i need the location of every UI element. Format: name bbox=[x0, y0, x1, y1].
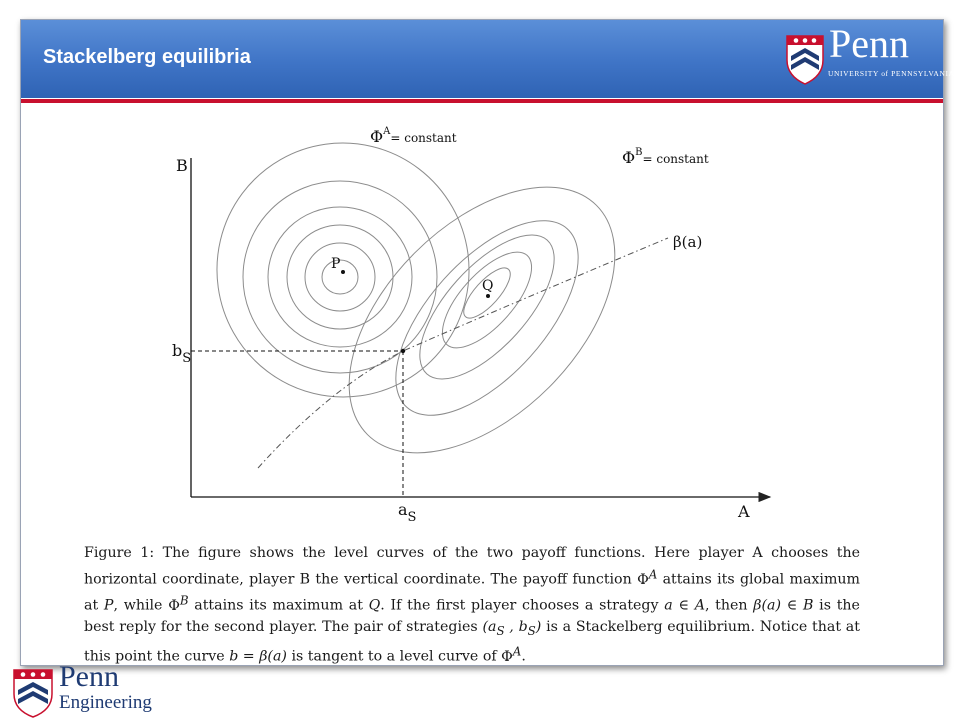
phi-b-level-curves bbox=[300, 138, 663, 501]
caption-phi-end: $\Phi^A$ bbox=[501, 644, 522, 666]
as-tick-label: $a_S$ bbox=[398, 500, 417, 525]
slide-title: Stackelberg equilibria bbox=[43, 46, 251, 68]
caption-text-7: is the best reply for the second player. The pair of strategies bbox=[84, 598, 860, 635]
phi-a-label: $\Phi^A_{= constant}$ bbox=[370, 126, 457, 146]
caption-text-6: , then bbox=[704, 598, 748, 615]
phi-b-curve-5 bbox=[300, 138, 663, 501]
penn-logo-word: Penn bbox=[829, 21, 909, 66]
y-axis-label: B bbox=[176, 156, 188, 175]
caption-text-3: , while bbox=[113, 598, 163, 615]
caption-math-1: a ∈ A bbox=[664, 598, 705, 615]
phi-a-curve-3 bbox=[287, 225, 393, 329]
caption-phi-a: $\Phi^A$ bbox=[637, 566, 658, 588]
caption-phi-b: $\Phi^B$ bbox=[168, 593, 189, 615]
penn-logo-subtitle: UNIVERSITY of PENNSYLVANIA bbox=[828, 69, 955, 78]
caption-p: P bbox=[103, 598, 114, 615]
point-p bbox=[341, 270, 345, 274]
caption-text-4: attains its maximum at bbox=[194, 598, 363, 615]
phi-a-curve-5 bbox=[243, 181, 437, 373]
caption-math-3: ($a_S$ , $b_S$) bbox=[482, 618, 542, 638]
bs-tick-label: $b_S$ bbox=[172, 341, 192, 366]
penn-engineering-subtitle: Engineering bbox=[59, 692, 152, 713]
caption-text-5: . If the first player chooses a strategy bbox=[380, 598, 659, 615]
p-label: P bbox=[331, 256, 341, 272]
caption-text-8: is a Stackelberg equilibrium. Notice that at this point the curve bbox=[84, 618, 860, 666]
q-label: Q bbox=[482, 278, 494, 294]
caption-q: Q bbox=[368, 598, 381, 615]
point-q bbox=[486, 294, 490, 298]
caption-text-1: The figure shows the level curves of the two payoff functions. Here player A chooses the horizontal coordinate, player B the vertical coordinate. The payoff function bbox=[84, 545, 860, 588]
caption-prefix: Figure 1: bbox=[84, 545, 155, 561]
beta-curve bbox=[258, 238, 668, 468]
phi-a-curve-2 bbox=[305, 243, 375, 311]
caption-text-10: . bbox=[521, 649, 526, 666]
figure-caption bbox=[84, 543, 860, 668]
caption-text-9: is tangent to a level curve of bbox=[291, 649, 497, 666]
phi-b-curve-2 bbox=[428, 238, 547, 362]
phi-b-curve-4 bbox=[364, 190, 611, 446]
caption-text-2: attains its global maximum at bbox=[84, 571, 861, 615]
x-axis-label: A bbox=[738, 502, 750, 521]
phi-b-label: $\Phi^B_{= constant}$ bbox=[622, 147, 709, 167]
stackelberg-point bbox=[401, 349, 405, 353]
caption-math-2: β(a) ∈ B bbox=[753, 598, 814, 615]
phi-a-curve-4 bbox=[268, 207, 412, 347]
caption-math-4: b = β(a) bbox=[229, 649, 287, 666]
penn-engineering-word: Penn bbox=[59, 660, 119, 693]
beta-label: β(a) bbox=[673, 233, 703, 251]
